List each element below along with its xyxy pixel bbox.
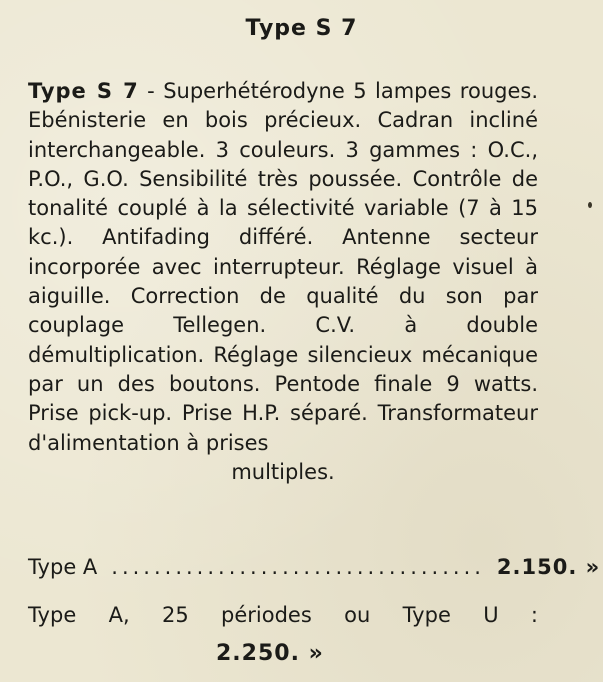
price-type-a-value: 2.150. » [496,555,601,579]
description-body: - Superhétérodyne 5 lampes rouges. Ebénisterie en bois précieux. Cadran incliné interchangeable. 3 couleurs. 3 gammes : O.C., P.O., G.O. Sensibilité très poussée. Contrôle de tonalité couplé à la sélectivité variable (7 à 15 kc.). Antifading différé. Antenne secteur incorporée avec interrupteur. Réglage visuel à aiguille. Correction de qualité du son par couplage Tellegen. C.V. à double démultiplication. Réglage silencieux mécanique par un des boutons. Pentode finale 9 watts. Prise pick-up. Prise H.P. séparé. Transformateur d'alimentation à prises [28,79,538,455]
product-description [28,77,538,487]
price-type-u-value: 2.250. » [216,641,324,666]
price-leader-dots: ................................... [111,555,485,579]
price-type-a-label: Type A [28,555,98,579]
print-speck [588,202,592,208]
price-line-type-a [28,555,601,579]
price-line-type-u-label: Type A, 25 périodes ou Type U : [28,603,538,627]
description-lead: Type S 7 [28,79,139,103]
description-last-word: multiples. [231,459,335,484]
page-title: Type S 7 [245,16,358,41]
